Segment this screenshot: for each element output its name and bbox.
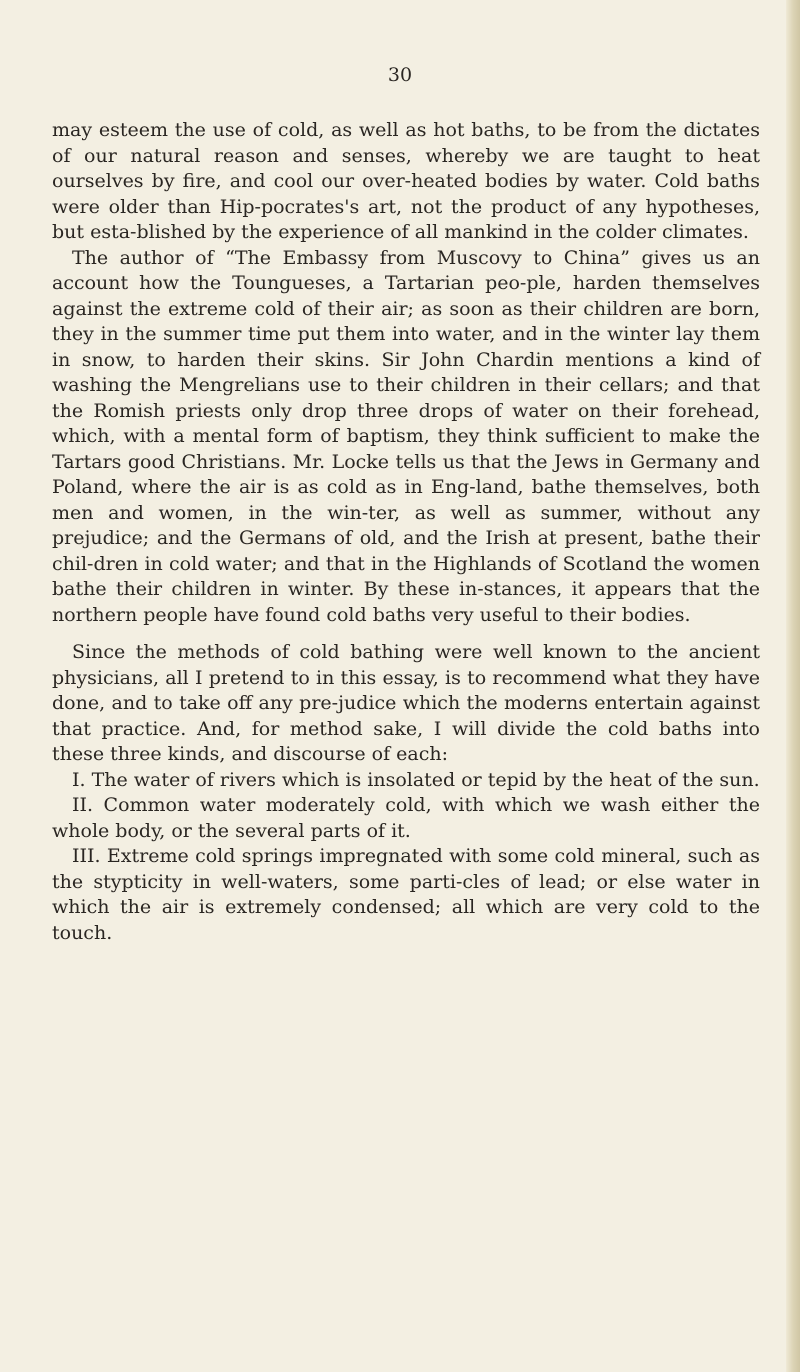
page-edge <box>786 0 800 1372</box>
paragraph-3: Since the methods of cold bathing were well known to the ancient physicians, all I pretend to in this essay, is to recommend what they have done, and to take off any pre-judice which the moderns entertain against that practice. And, for method sake, I will divide the cold baths into these three kinds, and discourse of each: <box>52 641 760 765</box>
list-item-1: I. The water of rivers which is insolated or tepid by the heat of the sun. <box>72 768 760 791</box>
list-item-3: III. Extreme cold springs impregnated with some cold mineral, such as the stypticity in well-waters, some parti-cles of lead; or else water in which the air is extremely condensed; all which are very cold to the touch. <box>52 845 760 944</box>
body-text <box>52 118 760 946</box>
page-number: 30 <box>387 64 413 86</box>
list-item-2: II. Common water moderately cold, with which we wash either the whole body, or the several parts of it. <box>52 794 760 842</box>
paragraph-1: may esteem the use of cold, as well as hot baths, to be from the dictates of our natural reason and senses, whereby we are taught to heat ourselves by fire, and cool our over-heated bodies by water. Cold baths were older than Hip-pocrates's art, not the product of any hypotheses, but esta-blished by the experience of all mankind in the colder climates. <box>52 119 760 243</box>
paragraph-2: The author of “The Embassy from Muscovy to China” gives us an account how the Toungueses, a Tartarian peo-ple, harden themselves against the extreme cold of their air; as soon as their children are born, they in the summer time put them into water, and in the winter lay them in snow, to harden their skins. Sir John Chardin mentions a kind of washing the Mengrelians use to their children in their cellars; and that the Romish priests only drop three drops of water on their forehead, which, with a mental form of baptism, they think sufficient to make the Tartars good Christians. Mr. Locke tells us that the Jews in Germany and Poland, where the air is as cold as in Eng-land, bathe themselves, both men and women, in the win-ter, as well as summer, without any prejudice; and the Germans of old, and the Irish at present, bathe their chil-dren in cold water; and that in the Highlands of Scotland the women bathe their children in winter. By these in-stances, it appears that the northern people have found cold baths very useful to their bodies. <box>52 246 760 626</box>
